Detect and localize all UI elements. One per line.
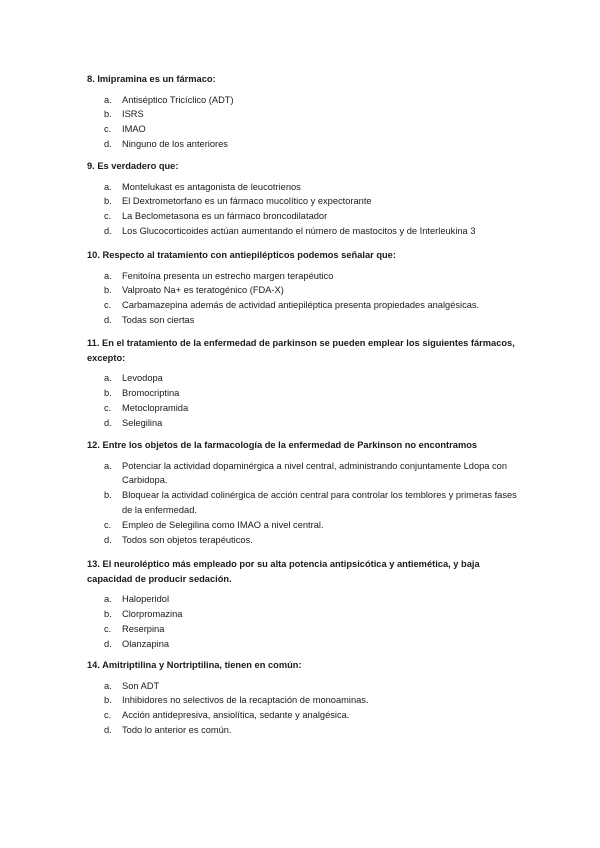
option-d	[87, 416, 517, 431]
option-letter: a.	[104, 460, 112, 471]
question-title: 8. Imipramina es un fármaco:	[87, 74, 216, 84]
option-b	[87, 488, 517, 518]
option-letter: d.	[104, 535, 112, 546]
option-text: Reserpina	[122, 623, 165, 634]
option-letter: d.	[104, 139, 112, 150]
option-letter: a.	[104, 680, 112, 691]
option-c	[87, 518, 517, 533]
option-a	[87, 679, 517, 694]
option-text: Bloquear la actividad colinérgica de acción central para controlar los temblores y primeras fases de la enfermedad.	[122, 490, 517, 516]
option-letter: d.	[104, 315, 112, 326]
option-list	[87, 592, 517, 652]
option-text: La Beclometasona es un fármaco broncodilatador	[122, 211, 328, 222]
option-letter: c.	[104, 124, 112, 135]
question-14	[87, 658, 517, 738]
option-text: Todos son objetos terapéuticos.	[122, 535, 253, 546]
option-d	[87, 533, 517, 548]
question-title: 13. El neuroléptico más empleado por su alta potencia antipsicótica y antiemética, y baja capacidad de producir sedación.	[87, 559, 480, 584]
option-c	[87, 209, 517, 224]
option-letter: c.	[104, 710, 112, 721]
option-list	[87, 269, 517, 329]
question-10	[87, 248, 517, 328]
option-letter: c.	[104, 211, 112, 222]
option-letter: a.	[104, 373, 112, 383]
question-title: 14. Amitriptilina y Nortriptilina, tienen en común:	[87, 660, 302, 670]
option-a	[87, 180, 517, 195]
option-c	[87, 122, 517, 137]
option-list	[87, 180, 517, 240]
option-letter: b.	[104, 196, 112, 207]
question-9	[87, 159, 517, 239]
option-list	[87, 93, 517, 153]
option-b	[87, 607, 517, 622]
option-a	[87, 269, 517, 284]
option-list	[87, 459, 517, 548]
option-text: Potenciar la actividad dopaminérgica a nivel central, administrando conjuntamente Ldopa con Carbidopa.	[122, 460, 508, 486]
option-b	[87, 107, 517, 122]
option-text: Valproato Na+ es teratogénico (FDA-X)	[122, 285, 284, 296]
option-letter: b.	[104, 387, 112, 398]
question-title: 11. En el tratamiento de la enfermedad de parkinson se pueden emplear los siguientes fármacos, excepto:	[87, 338, 515, 363]
option-letter: c.	[104, 623, 112, 634]
option-letter: b.	[104, 109, 112, 120]
question-title: 9. Es verdadero que:	[87, 161, 179, 171]
question-title: 12. Entre los objetos de la farmacología de la enfermedad de Parkinson no encontramos	[87, 440, 478, 450]
option-letter: c.	[104, 300, 112, 311]
option-text: Haloperidol	[122, 594, 170, 604]
option-text: Son ADT	[122, 680, 160, 691]
question-11	[87, 336, 517, 431]
option-d	[87, 637, 517, 652]
option-text: Todas son ciertas	[122, 315, 195, 326]
option-d	[87, 224, 517, 239]
option-c	[87, 298, 517, 313]
option-text: Carbamazepina además de actividad antiepiléptica presenta propiedades analgésicas.	[122, 300, 480, 311]
option-list	[87, 679, 517, 739]
option-d	[87, 313, 517, 328]
option-letter: a.	[104, 594, 112, 604]
option-text: Bromocriptina	[122, 387, 180, 398]
option-letter: d.	[104, 226, 112, 237]
option-a	[87, 592, 517, 607]
option-text: Olanzapina	[122, 638, 170, 649]
option-b	[87, 283, 517, 298]
question-title: 10. Respecto al tratamiento con antiepilépticos podemos señalar que:	[87, 250, 396, 260]
option-text: Ninguno de los anteriores	[122, 139, 228, 150]
option-letter: b.	[104, 608, 112, 619]
option-c	[87, 708, 517, 723]
question-12	[87, 438, 517, 548]
option-text: Clorpromazina	[122, 608, 183, 619]
option-letter: d.	[104, 725, 112, 736]
option-text: Acción antidepresiva, ansiolítica, sedante y analgésica.	[122, 710, 350, 721]
option-letter: a.	[104, 270, 112, 281]
option-text: Antiséptico Tricíclico (ADT)	[122, 94, 234, 105]
option-b	[87, 386, 517, 401]
option-letter: b.	[104, 285, 112, 296]
option-a	[87, 371, 517, 386]
option-text: Metoclopramida	[122, 402, 189, 413]
option-b	[87, 693, 517, 708]
option-text: Selegilina	[122, 417, 163, 428]
option-letter: c.	[104, 402, 112, 413]
option-text: Fenitoína presenta un estrecho margen terapéutico	[122, 270, 334, 281]
option-text: Empleo de Selegilina como IMAO a nivel central.	[122, 520, 324, 531]
option-text: IMAO	[122, 124, 146, 135]
option-letter: d.	[104, 638, 112, 649]
option-text: El Dextrometorfano es un fármaco mucolítico y expectorante	[122, 196, 372, 207]
option-text: Todo lo anterior es común.	[122, 725, 232, 736]
option-b	[87, 194, 517, 209]
option-c	[87, 401, 517, 416]
option-letter: d.	[104, 417, 112, 428]
option-letter: c.	[104, 520, 112, 531]
question-13	[87, 557, 517, 652]
option-d	[87, 723, 517, 738]
option-list	[87, 371, 517, 431]
option-text: Montelukast es antagonista de leucotrienos	[122, 181, 301, 192]
option-text: Inhibidores no selectivos de la recaptación de monoaminas.	[122, 695, 369, 706]
option-letter: a.	[104, 94, 112, 105]
option-text: Levodopa	[122, 373, 163, 383]
option-text: Los Glucocorticoides actúan aumentando el número de mastocitos y de Interleukina 3	[122, 226, 476, 237]
option-c	[87, 622, 517, 637]
option-letter: b.	[104, 695, 112, 706]
option-d	[87, 137, 517, 152]
option-a	[87, 93, 517, 108]
question-8	[87, 72, 517, 152]
option-letter: a.	[104, 181, 112, 192]
option-letter: b.	[104, 490, 112, 501]
option-a	[87, 459, 517, 489]
option-text: ISRS	[122, 109, 144, 120]
